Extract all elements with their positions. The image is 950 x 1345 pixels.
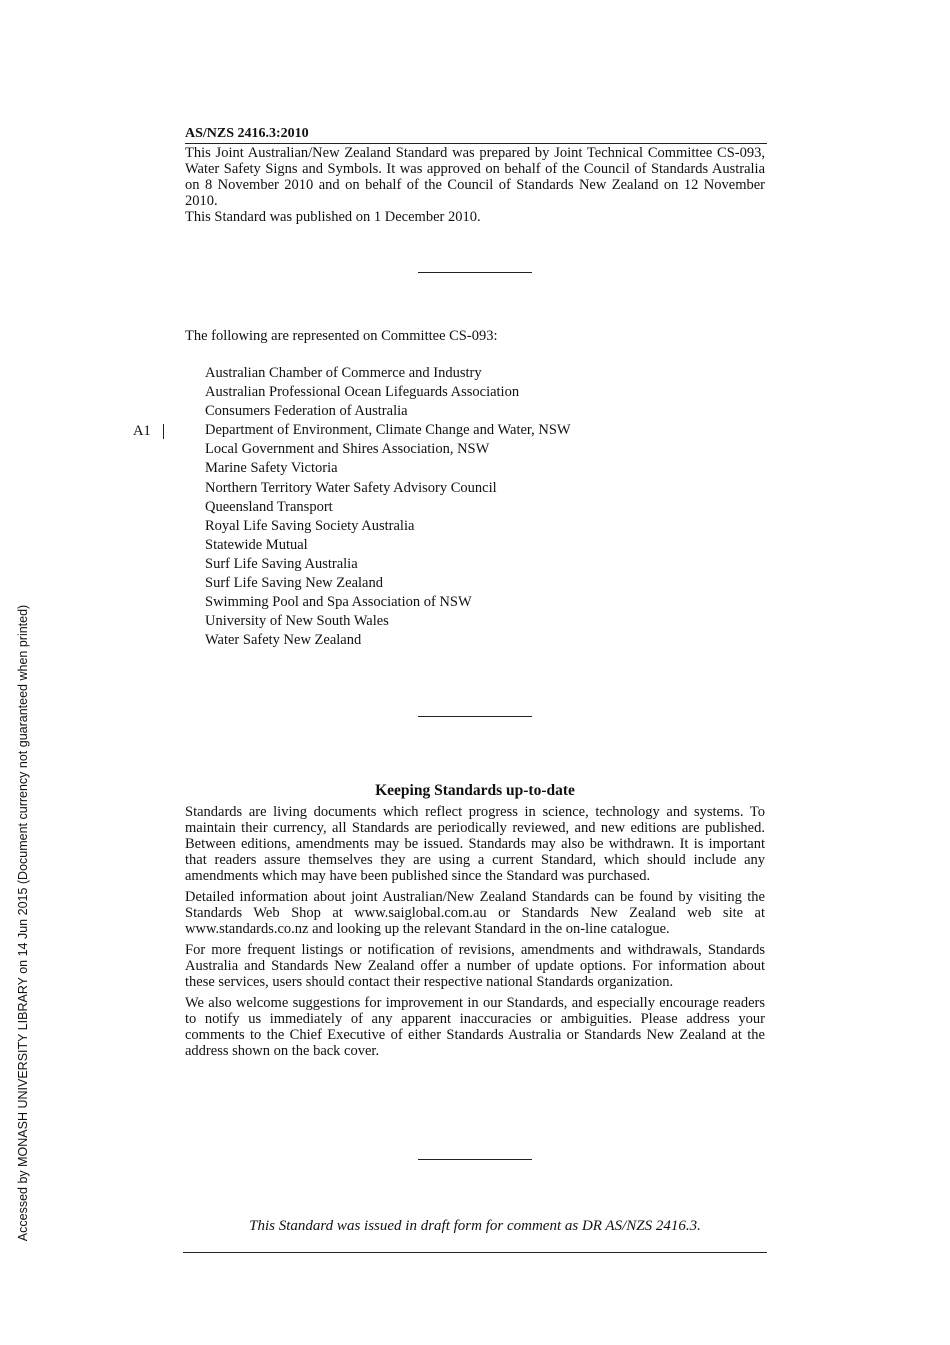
access-watermark: Accessed by MONASH UNIVERSITY LIBRARY on 14 Jun 2015 (Document currency not guaranteed when printed)	[16, 604, 30, 1242]
section-divider	[418, 1159, 532, 1160]
keeping-paragraph: We also welcome suggestions for improvement in our Standards, and especially encourage readers to notify us immediately of any apparent inaccuracies or ambiguities. Please address your comments to the Chief Executive of either Standards Australia or Standards New Zealand at the address shown on the back cover.	[185, 995, 765, 1059]
committee-member: Statewide Mutual	[205, 536, 308, 553]
keeping-standards-body	[185, 804, 765, 1064]
section-divider	[418, 272, 532, 273]
committee-member: Water Safety New Zealand	[205, 632, 362, 649]
keeping-standards-heading: Keeping Standards up-to-date	[375, 782, 575, 799]
committee-member: Northern Territory Water Safety Advisory Council	[205, 479, 497, 496]
draft-note: This Standard was issued in draft form for comment as DR AS/NZS 2416.3.	[249, 1218, 701, 1234]
preparation-block	[185, 145, 765, 225]
committee-member: Surf Life Saving New Zealand	[205, 575, 383, 592]
committee-member-list	[205, 364, 571, 650]
amendment-bar	[163, 424, 164, 439]
keeping-paragraph: Detailed information about joint Australian/New Zealand Standards can be found by visiting the Standards Web Shop at www.saiglobal.com.au or Standards New Zealand web site at www.standards.co.nz and looking up the relevant Standard in the on-line catalogue.	[185, 889, 765, 937]
amendment-label: A1	[133, 423, 151, 439]
committee-member: Department of Environment, Climate Change and Water, NSW	[205, 422, 571, 439]
committee-member: University of New South Wales	[205, 613, 389, 630]
publication-date: This Standard was published on 1 December 2010.	[185, 209, 481, 225]
section-divider	[418, 716, 532, 717]
keeping-paragraph: Standards are living documents which reflect progress in science, technology and systems. To maintain their currency, all Standards are periodically reviewed, and new editions are published. Between editions, amendments may be issued. Standards may also be withdrawn. It is important that readers assure themselves they are using a current Standard, which should include any amendments which may have been published since the Standard was purchased.	[185, 804, 765, 884]
committee-member: Local Government and Shires Association, NSW	[205, 441, 490, 458]
committee-member: Queensland Transport	[205, 498, 333, 515]
standard-code: AS/NZS 2416.3:2010	[185, 125, 767, 144]
preparation-statement: This Joint Australian/New Zealand Standard was prepared by Joint Technical Committee CS-093, Water Safety Signs and Symbols. It was approved on behalf of the Council of Standards Australia on 8 November 2010 and on behalf of the Council of Standards New Zealand on 12 November 2010.	[185, 145, 765, 209]
committee-member: Consumers Federation of Australia	[205, 403, 408, 420]
committee-member: Royal Life Saving Society Australia	[205, 517, 415, 534]
footer-rule	[183, 1252, 767, 1253]
amendment-marker	[133, 423, 164, 440]
committee-member: Surf Life Saving Australia	[205, 555, 358, 572]
committee-member: Marine Safety Victoria	[205, 460, 338, 477]
committee-member: Australian Professional Ocean Lifeguards Association	[205, 384, 520, 401]
committee-intro: The following are represented on Committee CS-093:	[185, 328, 498, 344]
keeping-paragraph: For more frequent listings or notification of revisions, amendments and withdrawals, Standards Australia and Standards New Zealand offer a number of update options. For information about these services, users should contact their respective national Standards organization.	[185, 942, 765, 990]
committee-member: Swimming Pool and Spa Association of NSW	[205, 594, 472, 611]
committee-member: Australian Chamber of Commerce and Industry	[205, 365, 482, 381]
